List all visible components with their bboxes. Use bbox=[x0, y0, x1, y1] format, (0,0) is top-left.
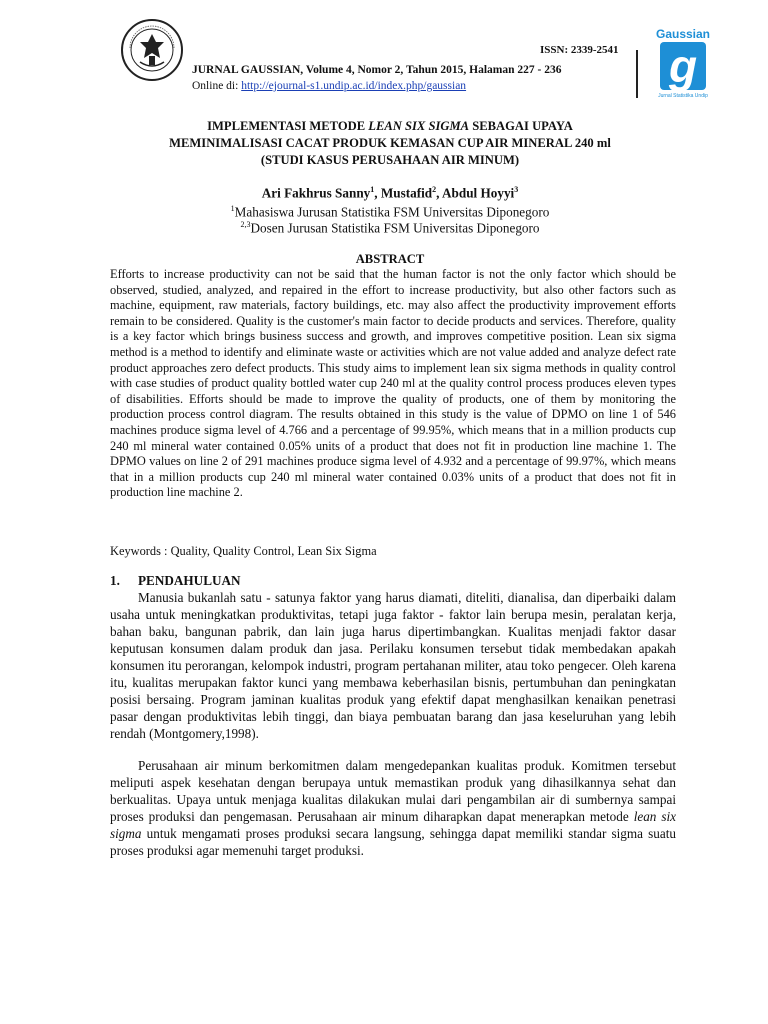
online-label: Online di: bbox=[192, 80, 242, 92]
author-1-sup: 1 bbox=[370, 185, 375, 194]
author-2: Mustafid bbox=[380, 185, 433, 201]
body-paragraph-1: Manusia bukanlah satu - satunya faktor yang harus diamati, diteliti, dianalisa, dan diperbaiki dalam usaha untuk meningkatkan produktivitas, tetapi juga faktor - faktor lain berupa mesin, peralatan kerja, bahan baku, bangunan pabrik, dan lain juga harus dipertimbangkan. Kualitas menjadi faktor dasar keputusan konsumen dalam produk dan jasa. Perilaku konsumen tersebut tidak membedakan apakah konsumen itu perorangan, kelompok industri, program pertahanan militer, atau toko pengecer. Oleh karena itu, kualitas merupakan faktor kunci yang membawa keberhasilan bisnis, pertumbuhan dan peningkatan posisi bersaing. Program jaminan kualitas produk yang efektif dapat menghasilkan kenaikan penetrasi pasar dengan produktivitas lebih tinggi, dan biaya pembuatan barang dan jasa keseluruhan yang lebih rendah (Montgomery,1998). bbox=[110, 590, 676, 741]
title-italic-term: LEAN SIX SIGMA bbox=[368, 119, 470, 133]
author-sep-2: , bbox=[436, 185, 443, 201]
affiliation-1 bbox=[110, 204, 670, 220]
issn-label: ISSN: 2339-2541 bbox=[540, 44, 619, 56]
paragraph-2-end: untuk mengamati proses produksi secara langsung, sehingga dapat memiliki standar sigma suatu proses produksi agar memenuhi target produksi. bbox=[110, 826, 676, 858]
author-sep-1: , bbox=[374, 185, 381, 201]
author-3: Abdul Hoyyi bbox=[442, 185, 515, 201]
svg-text:g: g bbox=[668, 40, 698, 92]
author-1: Ari Fakhrus Sanny bbox=[261, 185, 371, 201]
title-line-1 bbox=[110, 118, 670, 135]
keywords-line: Keywords : Quality, Quality Control, Lean Six Sigma bbox=[110, 544, 377, 558]
section-number: 1. bbox=[110, 573, 120, 588]
affiliation-2-text: Dosen Jurusan Statistika FSM Universitas Diponegoro bbox=[250, 220, 540, 236]
author-2-sup: 2 bbox=[432, 185, 437, 194]
affiliation-2 bbox=[110, 220, 670, 236]
author-3-sup: 3 bbox=[514, 185, 519, 194]
title-line-1-end: SEBAGAI UPAYA bbox=[469, 119, 573, 133]
online-availability bbox=[192, 80, 466, 92]
paper-title bbox=[110, 118, 670, 169]
abstract-body: Efforts to increase productivity can not be said that the human factor is not the only factor which should be observed, studied, analyzed, and repaired in the effort to increase productivity, but also other factors such as machine, equipment, raw materials, factory buildings, etc. may also affect the productivity improvement efforts remain to be considered. Quality is the customer's main factor to decide products and services. Therefore, quality is a key factor which brings business success and growth, and improves competitive position. Lean six sigma method is a method to identify and eliminate waste or activities which are not value added and analyze defect rate product approaches zero defect products. This study aims to implement lean six sigma methods in quality control with case studies of product quality bottled water cup 240 ml at the quality control process produces eleven types of disabilities. Efforts should be made to improve the quality of products, one of them by monitoring the production process control diagram. The results obtained in this study is the value of DPMO on line 1 of 546 machines produce sigma level of 4.766 and a percentage of 99.95%, which means that in a million products cup 240 ml mineral water contained 0.05% units of a product that does not fit in production line machine 1. The DPMO values on line 2 of 291 machines produce sigma level of 4.932 and a percentage of 99.97%, which means that in a million products cup 240 ml mineral water contained 0.03% units of a product that does not fit in production line machine 2. bbox=[110, 267, 676, 500]
journal-citation: JURNAL GAUSSIAN, Volume 4, Nomor 2, Tahun 2015, Halaman 227 - 236 bbox=[192, 64, 562, 76]
body-paragraph-2 bbox=[110, 757, 676, 859]
svg-text:Gaussian: Gaussian bbox=[655, 27, 711, 41]
university-seal-logo bbox=[120, 18, 184, 82]
paragraph-2-start: Perusahaan air minum berkomitmen dalam mengedepankan kualitas produk. Komitmen tersebut meliputi aspek kesehatan dengan berupaya untuk memastikan produk yang dihasilkannya sehat dan berkualitas. Upaya untuk menjaga kualitas dilakukan mulai dari pengambilan air di sumbernya sampai proses produksi dan pengemasan. Perusahaan air minum diharapkan dapat menerapkan metode bbox=[110, 758, 676, 824]
section-title: PENDAHULUAN bbox=[138, 573, 241, 588]
section-heading bbox=[110, 573, 241, 589]
affiliation-1-text: Mahasiswa Jurusan Statistika FSM Universitas Diponegoro bbox=[234, 204, 550, 220]
journal-url-link[interactable]: http://ejournal-s1.undip.ac.id/index.php/gaussian bbox=[241, 80, 467, 92]
svg-text:Jurnal Statistika Undip: Jurnal Statistika Undip bbox=[658, 93, 708, 99]
title-line-2: MEMINIMALISASI CACAT PRODUK KEMASAN CUP AIR MINERAL 240 ml bbox=[169, 136, 611, 150]
title-line-3: (STUDI KASUS PERUSAHAAN AIR MINUM) bbox=[260, 153, 520, 167]
header-divider bbox=[636, 50, 638, 98]
paragraph-2-italic-term: lean six sigma bbox=[110, 809, 677, 841]
author-list bbox=[110, 185, 670, 201]
title-line-1-start: IMPLEMENTASI METODE bbox=[207, 119, 369, 133]
abstract-heading: ABSTRACT bbox=[355, 252, 425, 266]
affiliation-1-sup: 1 bbox=[230, 204, 235, 213]
gaussian-journal-logo bbox=[650, 26, 716, 100]
affiliation-2-sup: 2,3 bbox=[240, 220, 251, 229]
